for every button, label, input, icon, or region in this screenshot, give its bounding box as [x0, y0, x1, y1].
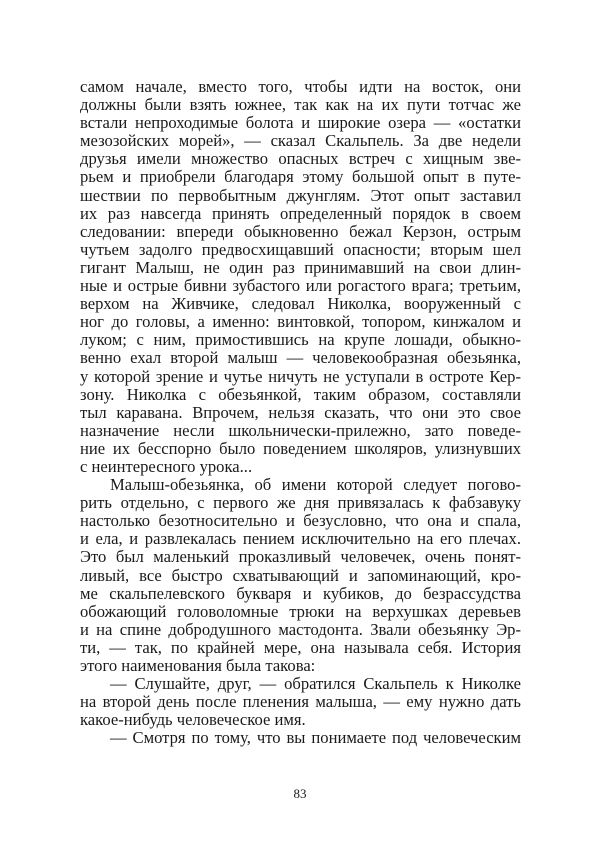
text-line: ног до головы, а именно: винтовкой, топором, кинжалом и [80, 312, 521, 332]
text-line: встали непроходимые болота и широкие озера — «остатки [80, 113, 521, 133]
text-line: гигант Малыш, не один раз принимавший на свои длин- [80, 257, 521, 277]
page-number: 83 [293, 786, 307, 801]
text-line: ные и острые бивни зубастого или рогастого врага; третьим, [80, 276, 521, 296]
text-line: ме скальпелевского букваря и кубиков, до безрассудства [80, 583, 521, 603]
text-line: мезозойских морей», — сказал Скальпель. За две недели [80, 131, 521, 151]
text-line: их раз навсегда принять определенный порядок в своем [80, 203, 521, 223]
text-line: зону. Николка с обезьянкой, таким образом, составляли [80, 384, 521, 404]
text-line: обожающий головоломные трюки на верхушках деревьев [80, 601, 521, 621]
text-line: Это был маленький проказливый человечек, очень понят- [80, 547, 521, 567]
text-line: Малыш-обезьянка, об имени которой следует погово- [110, 475, 521, 495]
text-line: ливый, все быстро схватывающий и запоминающий, кро- [80, 565, 521, 585]
text-line: у которой зрение и чутье ничуть не уступали в остроте Кер- [80, 366, 521, 386]
text-line: какое-нибудь человеческое имя. [80, 710, 306, 730]
text-line: и на спине добродушного мастодонта. Звали обезьянку Эр- [80, 619, 521, 639]
text-line: на второй день после пленения малыша, — ему нужно дать [80, 692, 521, 712]
text-line: этого наименования была такова: [80, 656, 316, 675]
text-line: должны были взять южнее, так как на их пути тотчас же [80, 95, 521, 115]
text-line: — Слушайте, друг, — обратился Скальпель к Николке [110, 674, 521, 694]
text-line: шествии по первобытным джунглям. Этот опыт заставил [80, 185, 521, 205]
text-line: самом начале, вместо того, чтобы идти на восток, они [80, 77, 521, 96]
text-line: настолько безотносительно и безусловно, что она и спала, [80, 511, 521, 531]
text-line: тыл каравана. Впрочем, нельзя сказать, что они это свое [80, 402, 521, 422]
text-line: — Смотря по тому, что вы понимаете под человеческим [110, 728, 521, 748]
text-line: чутьем задолго предвосхищавший опасности; вторым шел [80, 239, 521, 259]
text-line: венно ехал второй малыш — человекообразная обезьянка, [80, 348, 521, 368]
text-line: ние их бесспорно было поведением школяров, улизнувших [80, 438, 521, 458]
text-line: следовании: впереди обыкновенно бежал Керзон, острым [80, 221, 521, 241]
text-line: и ела, и развлекалась пением исключительно на его плечах. [80, 529, 521, 549]
body-text [80, 78, 521, 747]
text-line: назначение несли школьнически-прилежно, зато поведе- [80, 420, 521, 440]
text-line: рьем и приобрели благодаря этому большой опыт в путе- [80, 167, 521, 187]
text-line: рить отдельно, с первого же дня привязалась к фабзавуку [80, 493, 521, 513]
text-line: друзья имели множество опасных встреч с хищным зве- [80, 149, 521, 169]
text-line: луком; с ним, примостившись на крупе лошади, обыкно- [80, 330, 521, 350]
text-line: с неинтересного урока... [80, 456, 253, 476]
text-line: ти, — так, по крайней мере, она называла себя. История [80, 637, 521, 657]
text-line: верхом на Живчике, следовал Николка, вооруженный с [80, 294, 521, 314]
